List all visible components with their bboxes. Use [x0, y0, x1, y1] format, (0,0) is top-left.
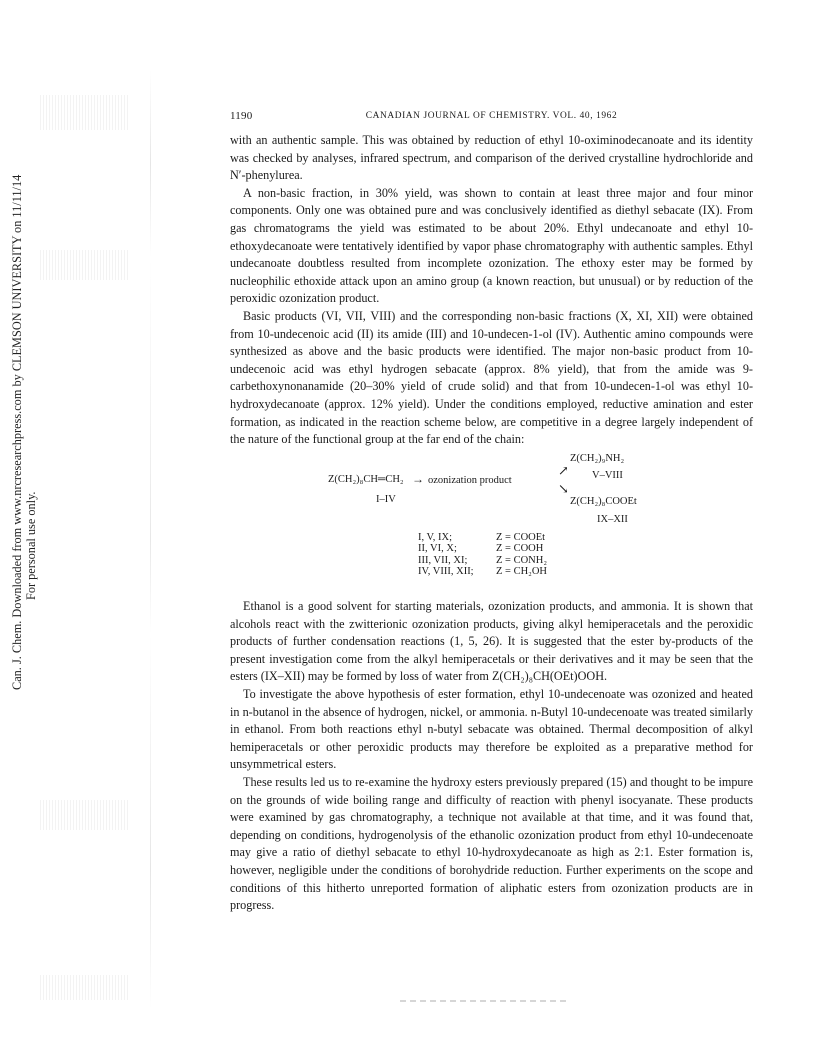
product-ester-label: IX–XII: [597, 513, 628, 525]
watermark-line-1: Can. J. Chem. Downloaded from www.nrcresearchpress.com by CLEMSON UNIVERSITY on 11/11/14: [10, 174, 24, 690]
arrow-up-icon: ↗: [558, 462, 569, 478]
article-body-continued: [230, 598, 753, 915]
legend-row: [418, 532, 558, 544]
product-amine: Z(CH₂)₉NH₂: [570, 452, 625, 464]
paragraph: Basic products (VI, VII, VIII) and the corresponding non-basic fractions (X, XI, XII) were obtained from 10-undecenoic acid (II) its amide (III) and 10-undecen-1-ol (IV). Authentic amino compounds were synthesized as above and the basic products were identified. The major non-basic product from 10-undecenoic acid was ethyl hydrogen sebacate (approx. 8% yield), that from the amide was 9-carbethoxynonanamide (20–30% yield of crude solid) and that from 10-undecen-1-ol was ethyl 10-hydroxydecanoate (approx. 12% yield). Under the conditions employed, reductive amination and ester formation, as indicated in the reaction scheme below, are competitive in a degree largely independent of the nature of the functional group at the far end of the chain:: [230, 308, 753, 447]
legend-value: Z = COOH: [496, 543, 544, 555]
page-header: [230, 110, 753, 124]
download-watermark: [6, 174, 38, 700]
legend-row: [418, 555, 558, 567]
scan-artifact: [40, 800, 130, 830]
paragraph: A non-basic fraction, in 30% yield, was shown to contain at least three major and four minor components. Only one was obtained pure and was conclusively identified as diethyl sebacate (IX). From gas chromatograms the yield was estimated to be about 20%. Ethyl undecanoate and ethyl 10-ethoxydecanoate were tentatively identified by vapor phase chromatography with authentic samples. Ethyl undecanoate doubtless resulted from incomplete ozonization. The ethoxy ester may be formed by nucleophilic ethoxide attack upon an amino group (a known reaction, but unusual) or by reduction of the peroxidic ozonization product.: [230, 185, 753, 306]
legend-value: Z = CH₂OH: [496, 566, 547, 578]
legend-value: Z = COOEt: [496, 531, 546, 543]
legend-value: Z = CONH₂: [496, 554, 547, 566]
page-number: 1190: [230, 110, 253, 122]
legend-row: [418, 566, 558, 578]
paragraph: These results led us to re-examine the hydroxy esters previously prepared (15) and thought to be impure on the grounds of wide boiling range and difficulty of reaction with phenyl isocyanate. These products were examined by gas chromatography, a technique not available at that time, and it was found that, depending on conditions, hydrogenolysis of the ethanolic ozonization product from ethyl 10-undecenoate may give a ratio of diethyl sebacate to ethyl 10-hydroxydecanoate as high as 2:1. Ester formation is, however, negligible under the conditions of borohydride reduction. Further experiments on the scope and conditions of this hitherto unreported formation of aliphatic esters from ozonization products are in progress.: [230, 774, 753, 913]
starting-material-label: I–IV: [376, 493, 396, 505]
scan-artifact: [400, 1000, 570, 1002]
legend-compounds: III, VII, XI;: [418, 554, 468, 566]
journal-title: CANADIAN JOURNAL OF CHEMISTRY. VOL. 40, 1962: [365, 111, 618, 121]
process-label: ozonization product: [428, 474, 512, 486]
paragraph: To investigate the above hypothesis of ester formation, ethyl 10-undecenoate was ozonized and heated in n-butanol in the absence of hydrogen, nickel, or ammonia. n-Butyl 10-undecenoate was treated similarly in ethanol. From both reactions ethyl n-butyl sebacate was obtained. Thermal decomposition of alkyl hemiperacetals or other peroxidic products may therefore be exploited as a preparative method for unsymmetrical esters.: [230, 686, 753, 772]
legend-compounds: I, V, IX;: [418, 531, 453, 543]
product-amine-label: V–VIII: [592, 469, 623, 481]
scan-artifact: [40, 250, 130, 280]
legend-row: [418, 543, 558, 555]
legend-compounds: IV, VIII, XII;: [418, 566, 474, 578]
watermark-line-2: For personal use only.: [24, 491, 38, 600]
scheme-legend: [418, 532, 558, 578]
paragraph: with an authentic sample. This was obtained by reduction of ethyl 10-oximinodecanoate and its identity was checked by analyses, infrared spectrum, and comparison of the derived crystalline hydrochloride and N′-phenylurea.: [230, 133, 753, 183]
page-edge: [150, 70, 151, 1010]
reaction-arrow: →: [412, 471, 424, 486]
paragraph: Ethanol is a good solvent for starting materials, ozonization products, and ammonia. It is shown that alcohols react with the zwitterionic ozonization products, giving alkyl hemiperacetals and the peroxidic products of further condensation reactions (1, 5, 26). It is suggested that the ester by-products of the present investigation come from the alkyl hemiperacetals or their derivatives and it may be seen that the esters (IX–XII) may be formed by loss of water from Z(CH₂)₈CH(OEt)OOH.: [230, 599, 753, 684]
arrow-down-icon: ↘: [558, 480, 569, 496]
starting-material: Z(CH₂)₈CH═CH₂: [328, 473, 404, 485]
product-ester: Z(CH₂)₈COOEt: [570, 495, 637, 507]
scan-artifact: [40, 95, 130, 130]
scan-artifact: [40, 975, 130, 1000]
legend-compounds: II, VI, X;: [418, 543, 457, 555]
